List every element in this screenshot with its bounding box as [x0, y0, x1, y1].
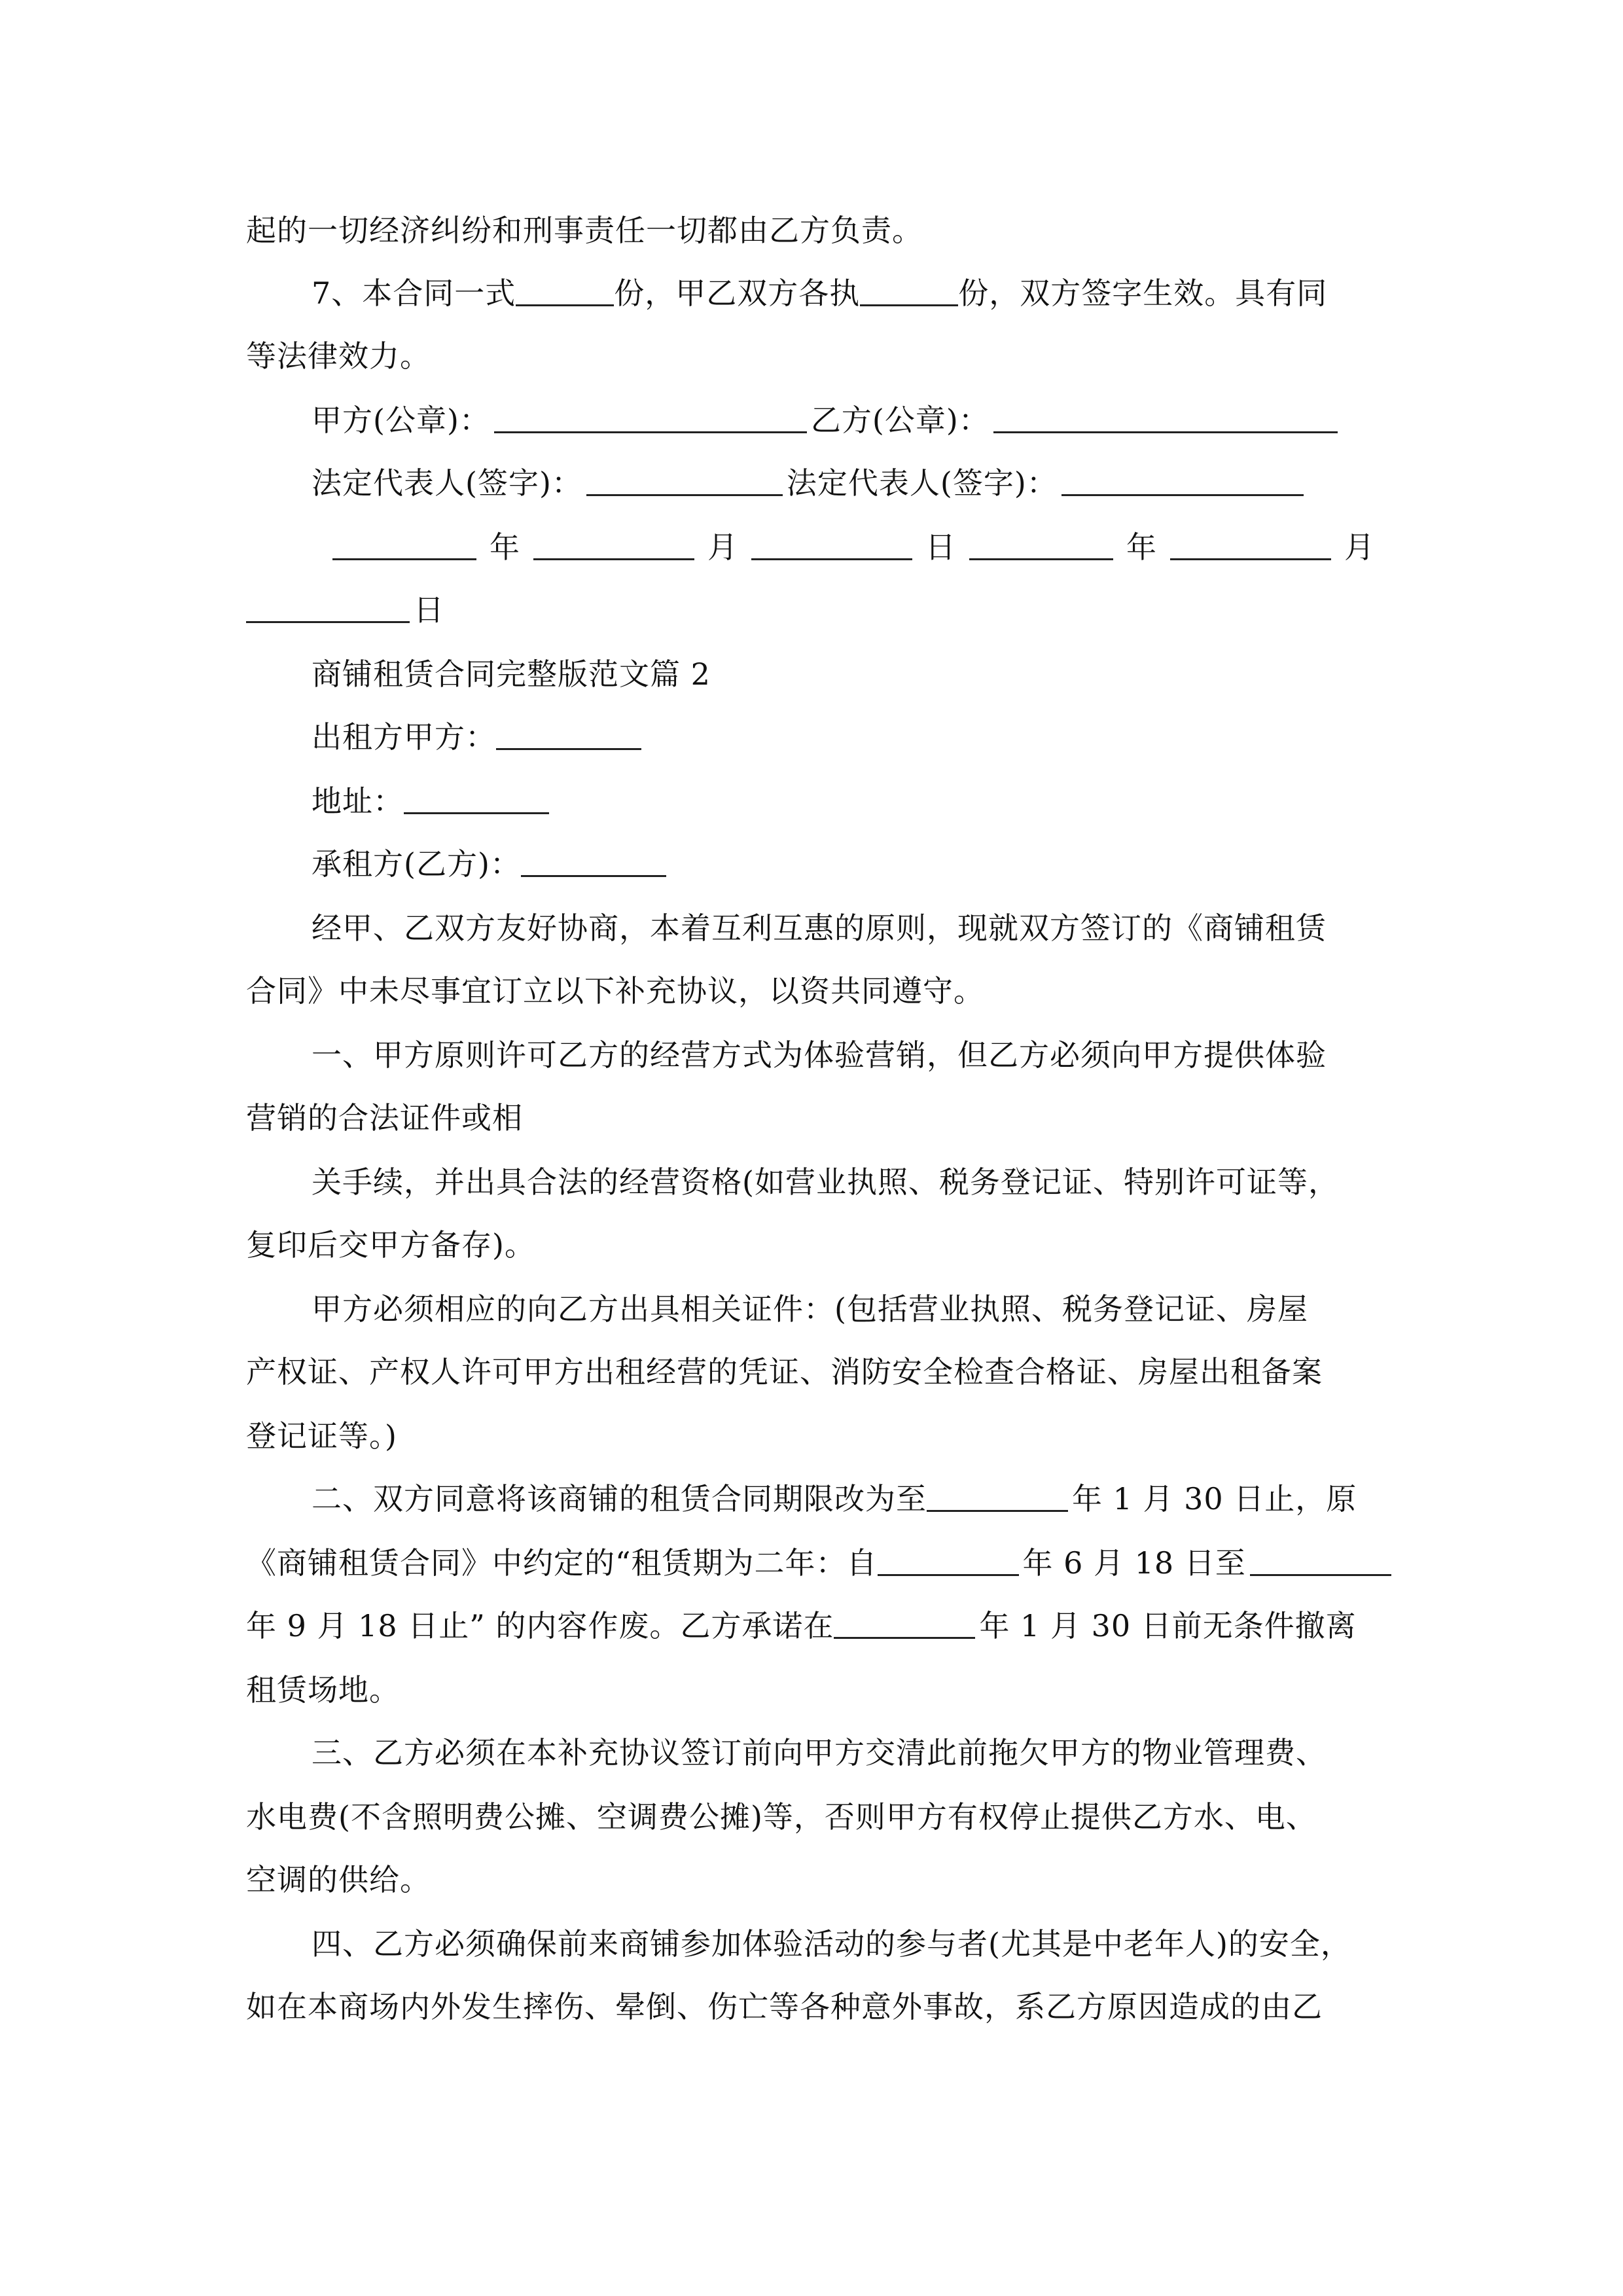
text-line: [312, 908, 1327, 948]
text: 年 6 月 18 日至: [1022, 1545, 1246, 1581]
text: 出租方甲方：: [312, 719, 496, 755]
text-line: [312, 1289, 1308, 1329]
text: 等法律效力。: [246, 338, 431, 374]
blank-field: [860, 278, 958, 306]
text-line: [246, 336, 431, 376]
blank-field: [516, 278, 614, 306]
text: 二、双方同意将该商铺的租赁合同期限改为至: [312, 1481, 927, 1516]
blank-field: [404, 786, 549, 814]
blank-field: [1061, 468, 1304, 496]
text: 登记证等。): [246, 1418, 397, 1454]
blank-field: [751, 532, 912, 560]
text: 份，双方签字生效。具有同: [958, 276, 1328, 311]
text-line: [312, 1035, 1327, 1075]
text: 空调的供给。: [246, 1862, 431, 1897]
text: 乙方(公章)：: [810, 403, 990, 438]
text-line: [332, 528, 1375, 567]
text: 水电费(不含照明费公摊、空调费公摊)等，否则甲方有权停止提供乙方水、电、: [246, 1799, 1317, 1835]
text: 产权证、产权人许可甲方出租经营的凭证、消防安全检查合格证、房屋出租备案: [246, 1354, 1323, 1390]
text: 年 1 月 30 日前无条件撤离: [979, 1608, 1357, 1643]
text: 年: [490, 529, 520, 565]
text-line: [246, 1225, 535, 1265]
text: 年: [1126, 529, 1157, 565]
text: 四、乙方必须确保前来商铺参加体验活动的参与者(尤其是中老年人)的安全，: [312, 1926, 1351, 1962]
text: 复印后交甲方备存)。: [246, 1227, 535, 1263]
text-line: [312, 844, 666, 884]
text: 日: [414, 592, 444, 628]
text-line: [312, 717, 641, 757]
blank-field: [834, 1611, 975, 1639]
text: 法定代表人(签字)：: [312, 465, 582, 501]
text: 年 1 月 30 日止，原: [1072, 1481, 1357, 1516]
text: 商铺租赁合同完整版范文篇 2: [312, 656, 711, 692]
text: 合同》中未尽事宜订立以下补充协议，以资共同遵守。: [246, 973, 984, 1009]
text: 甲方必须相应的向乙方出具相关证件：(包括营业执照、税务登记证、房屋: [312, 1291, 1308, 1327]
blank-field: [533, 532, 694, 560]
text: 法定代表人(签字)：: [786, 465, 1058, 501]
text: 份，甲乙双方各执: [614, 276, 861, 311]
blank-field: [586, 468, 783, 496]
text-line: [246, 590, 444, 630]
text: 地址：: [312, 783, 404, 819]
text-line: [312, 1479, 1357, 1518]
blank-field: [332, 532, 476, 560]
text: 关手续，并出具合法的经营资格(如营业执照、税务登记证、特别许可证等，: [312, 1164, 1339, 1200]
text-line: [246, 1670, 400, 1710]
blank-field: [246, 595, 410, 623]
text-line: [312, 274, 1327, 313]
text-line: [312, 1924, 1351, 1964]
text-line: [246, 1860, 431, 1899]
text: 三、乙方必须在本补充协议签订前向甲方交清此前拖欠甲方的物业管理费、: [312, 1735, 1327, 1770]
blank-field: [1250, 1548, 1391, 1576]
blank-field: [496, 722, 641, 750]
text: 营销的合法证件或相: [246, 1100, 523, 1136]
text-line: [312, 781, 549, 821]
text-line: [312, 401, 1338, 440]
text: 年 9 月 18 日止” 的内容作废。乙方承诺在: [246, 1608, 834, 1643]
text-line: [312, 1733, 1327, 1772]
text-line: [246, 1797, 1317, 1837]
text-line: [246, 1098, 523, 1138]
text: 月: [1344, 529, 1375, 565]
text-line: [246, 1416, 397, 1456]
blank-field: [521, 849, 666, 877]
text: 承租方(乙方)：: [312, 846, 521, 882]
text-line: [246, 1606, 1357, 1645]
text-line: [312, 463, 1304, 503]
text: 日: [925, 529, 956, 565]
text-line: [312, 1162, 1339, 1202]
text: 经甲、乙双方友好协商，本着互利互惠的原则，现就双方签订的《商铺租赁: [312, 910, 1327, 946]
text-line: [246, 1352, 1323, 1391]
text: 7、本合同一式: [312, 276, 516, 311]
blank-field: [969, 532, 1113, 560]
blank-field: [927, 1484, 1068, 1512]
text: 月: [707, 529, 738, 565]
text-line: [246, 1543, 1391, 1583]
text: 一、甲方原则许可乙方的经营方式为体验营销，但乙方必须向甲方提供体验: [312, 1037, 1327, 1073]
text-line: [246, 1987, 1323, 2026]
text-line: [246, 211, 923, 250]
blank-field: [878, 1548, 1019, 1576]
text: 租赁场地。: [246, 1672, 400, 1708]
blank-field: [993, 405, 1338, 433]
text: 甲方(公章)：: [312, 403, 490, 438]
blank-field: [494, 405, 807, 433]
section-heading: [312, 655, 711, 694]
text-line: [246, 971, 984, 1011]
blank-field: [1170, 532, 1331, 560]
text: 《商铺租赁合同》中约定的“租赁期为二年：自: [246, 1545, 878, 1581]
text: 起的一切经济纠纷和刑事责任一切都由乙方负责。: [246, 213, 923, 248]
text: 如在本商场内外发生摔伤、晕倒、伤亡等各种意外事故，系乙方原因造成的由乙: [246, 1989, 1323, 2024]
